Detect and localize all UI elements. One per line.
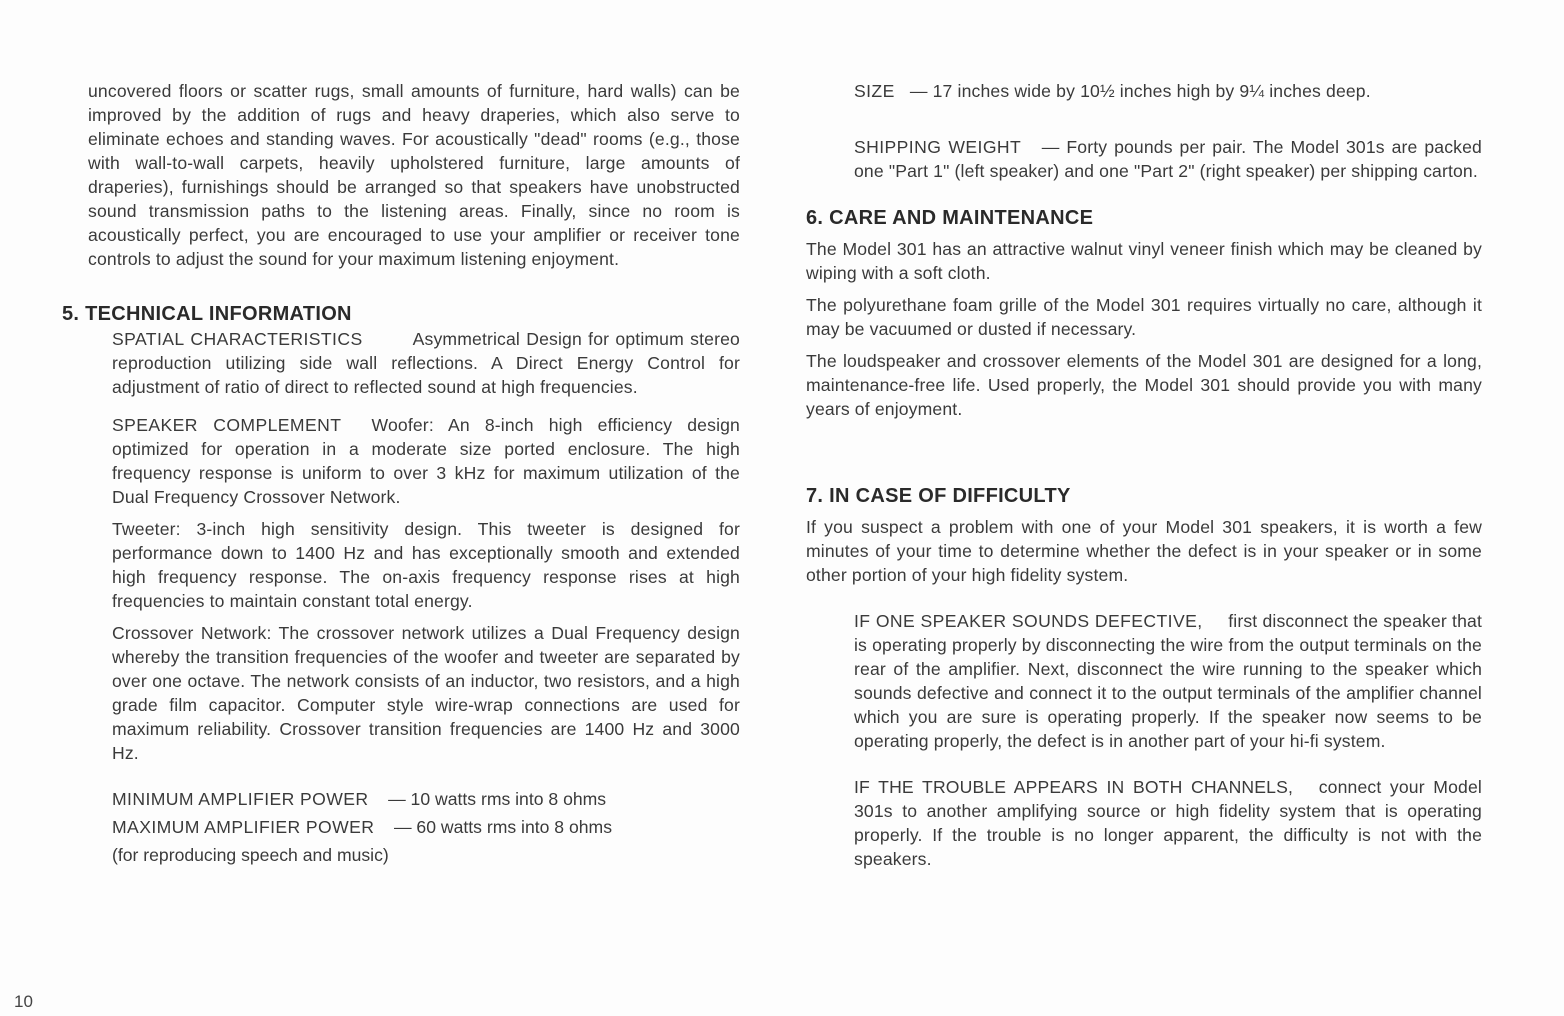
right-column xyxy=(806,79,1482,871)
case-one-speaker xyxy=(854,609,1482,753)
crossover-paragraph: Crossover Network: The crossover network utilizes a Dual Frequency design whereby the transition frequencies of the woofer and tweeter are separated by over one octave. The network consists of an inductor, two resistors, and a high grade film capacitor. Computer style wire-wrap connections are used for maximum reliability. Crossover transition frequencies are 1400 Hz and 3000 Hz. xyxy=(112,623,740,763)
size-label: SIZE xyxy=(854,81,895,101)
care-paragraph-3: The loudspeaker and crossover elements of the Model 301 are designed for a long, maintenance-free life. Used properly, the Model 301 should provide you with many years of enjoyment. xyxy=(806,351,1482,419)
tweeter-paragraph: Tweeter: 3-inch high sensitivity design. This tweeter is designed for performance down to 1400 Hz and has exceptionally smooth and extended high frequency response. The on-axis frequency response rises at high frequencies to maintain constant total energy. xyxy=(112,519,740,611)
shipping-weight-spec xyxy=(854,135,1482,183)
max-amplifier-power xyxy=(112,813,740,841)
size-spec xyxy=(854,79,1482,103)
section-5-heading: 5. TECHNICAL INFORMATION xyxy=(62,303,352,325)
min-power-label: MINIMUM AMPLIFIER POWER xyxy=(112,789,369,809)
section-6-heading: 6. CARE AND MAINTENANCE xyxy=(806,207,1094,229)
weight-label: SHIPPING WEIGHT xyxy=(854,137,1022,157)
spatial-characteristics xyxy=(112,327,740,399)
min-amplifier-power xyxy=(112,785,740,813)
weight-value: — Forty pounds per pair. The Model 301s are packed one "Part 1" (left speaker) and one "Part 2" (right speaker) per shipping carton. xyxy=(854,137,1482,181)
min-power-value: — 10 watts rms into 8 ohms xyxy=(388,789,607,809)
power-note: (for reproducing speech and music) xyxy=(112,845,389,865)
care-paragraph-2: The polyurethane foam grille of the Model 301 requires virtually no care, although it may be vacuumed or dusted if necessary. xyxy=(806,295,1482,339)
care-paragraph-1: The Model 301 has an attractive walnut vinyl veneer finish which may be cleaned by wiping with a soft cloth. xyxy=(806,239,1482,283)
case2-text: connect your Model 301s to another amplifying source or high fidelity system that is operating properly. If the trouble is no longer apparent, the difficulty is not with the speakers. xyxy=(854,777,1482,869)
difficulty-intro: If you suspect a problem with one of your Model 301 speakers, it is worth a few minutes of your time to determine whether the defect is in your speaker or in some other portion of your high fidelity system. xyxy=(806,517,1482,585)
size-value: — 17 inches wide by 10½ inches high by 9¼ inches deep. xyxy=(909,81,1371,101)
spatial-text: Asymmetrical Design for optimum stereo reproduction utilizing side wall reflections. A Direct Energy Control for adjustment of ratio of direct to reflected sound at high frequencies. xyxy=(112,329,740,397)
case1-text: first disconnect the speaker that is operating properly by disconnecting the wire from the output terminals on the rear of the amplifier. Next, disconnect the wire running to the speaker which sounds defective and connect it to the output terminals of the amplifier channel which you are sure is operating properly. If the speaker now seems to be operating properly, the defect is in another part of your hi-fi system. xyxy=(854,611,1482,751)
page-number: 10 xyxy=(14,992,33,1011)
spatial-label: SPATIAL CHARACTERISTICS xyxy=(112,329,363,349)
max-power-value: — 60 watts rms into 8 ohms xyxy=(393,817,612,837)
speaker-complement xyxy=(112,413,740,509)
left-column xyxy=(62,79,740,869)
section-7-heading: 7. IN CASE OF DIFFICULTY xyxy=(806,485,1071,507)
intro-paragraph: uncovered floors or scatter rugs, small amounts of furniture, hard walls) can be improved by the addition of rugs and heavy draperies, which also serve to eliminate echoes and standing waves. For acoustically "dead" rooms (e.g., those with wall-to-wall carpets, heavily upholstered furniture, large amounts of draperies), furnishings should be arranged so that speakers have unobstructed sound transmission paths to the listening areas. Finally, since no room is acoustically perfect, you are encouraged to use your amplifier or receiver tone controls to adjust the sound for your maximum listening enjoyment. xyxy=(88,81,740,269)
case2-label: IF THE TROUBLE APPEARS IN BOTH CHANNELS, xyxy=(854,777,1294,797)
case-both-channels xyxy=(854,775,1482,871)
speaker-text: Woofer: An 8-inch high efficiency design optimized for operation in a moderate size ported enclosure. The high frequency response is uniform to over 3 kHz for maximum utilization of the Dual Frequency Crossover Network. xyxy=(112,415,740,507)
max-power-label: MAXIMUM AMPLIFIER POWER xyxy=(112,817,375,837)
speaker-label: SPEAKER COMPLEMENT xyxy=(112,415,342,435)
case1-label: IF ONE SPEAKER SOUNDS DEFECTIVE, xyxy=(854,611,1203,631)
